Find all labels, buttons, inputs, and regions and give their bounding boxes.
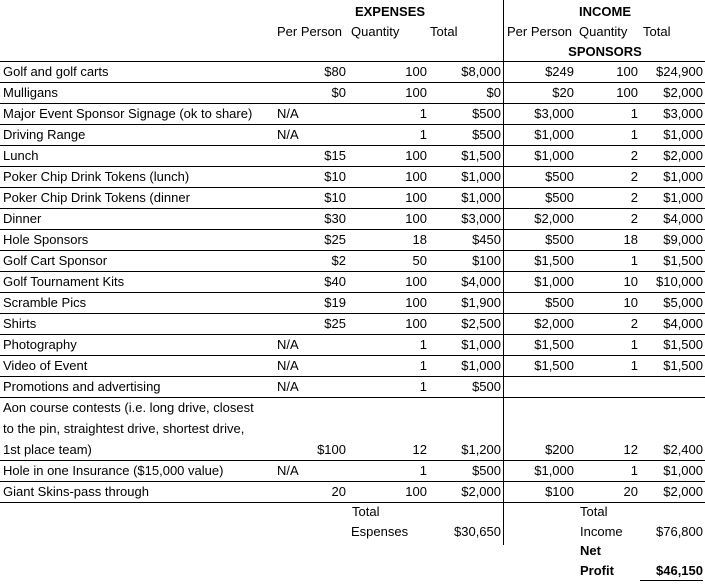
- row-income-quantity: 1: [630, 127, 638, 142]
- row-na: N/A: [277, 379, 299, 394]
- gridline: [0, 145, 705, 146]
- row-per-person: $0: [331, 85, 346, 100]
- gridline: [0, 292, 705, 293]
- row-quantity: 1: [419, 337, 427, 352]
- total-income-value: $76,800: [656, 524, 703, 539]
- gridline: [0, 397, 705, 398]
- row-label: Hole in one Insurance ($15,000 value): [3, 463, 224, 478]
- expenses-label: Espenses: [351, 524, 409, 539]
- row-quantity: 100: [405, 64, 427, 79]
- row-income-total: $1,500: [663, 253, 703, 268]
- row-label: Golf and golf carts: [3, 64, 109, 79]
- exp-per-person-header: Per Person: [277, 24, 343, 39]
- row-total: $0: [486, 85, 501, 100]
- inc-per-person-header: Per Person: [507, 24, 573, 39]
- row-per-person: $80: [324, 64, 346, 79]
- row-quantity: 1: [419, 358, 427, 373]
- gridline: [0, 376, 705, 377]
- row-per-person: $40: [324, 274, 346, 289]
- row-total: $500: [472, 379, 501, 394]
- row-label: Video of Event: [3, 358, 88, 373]
- row-per-person: $25: [324, 232, 346, 247]
- gridline: [0, 124, 705, 125]
- exp-total-header: Total: [430, 24, 458, 39]
- row-income-per-person: $1,000: [534, 127, 574, 142]
- row-total: $500: [472, 127, 501, 142]
- row-income-quantity: 100: [616, 64, 638, 79]
- row-per-person: $19: [324, 295, 346, 310]
- gridline: [0, 481, 705, 482]
- row-total: $1,000: [461, 337, 501, 352]
- row-label: Scramble Pics: [3, 295, 87, 310]
- gridline: [0, 82, 705, 83]
- row-income-quantity: 1: [630, 358, 638, 373]
- gridline: [0, 502, 705, 503]
- row-label: Driving Range: [3, 127, 86, 142]
- row-quantity: 1: [419, 127, 427, 142]
- row-per-person: $10: [324, 190, 346, 205]
- row-income-per-person: $200: [545, 442, 574, 457]
- row-per-person: $15: [324, 148, 346, 163]
- gridline: [0, 250, 705, 251]
- row-per-person: $2: [331, 253, 346, 268]
- row-income-per-person: $20: [552, 85, 574, 100]
- row-label: Shirts: [3, 316, 37, 331]
- row-income-per-person: $249: [545, 64, 574, 79]
- row-total: $450: [472, 232, 501, 247]
- row-income-total: $4,000: [663, 211, 703, 226]
- row-income-total: $3,000: [663, 106, 703, 121]
- row-per-person: $100: [317, 442, 346, 457]
- profit-label: Profit: [580, 563, 614, 578]
- row-label: Golf Tournament Kits: [3, 274, 125, 289]
- profit-underline: [640, 580, 703, 581]
- row-label: 1st place team): [3, 442, 92, 457]
- row-quantity: 50: [412, 253, 427, 268]
- row-income-quantity: 2: [630, 211, 638, 226]
- row-total: $500: [472, 106, 501, 121]
- row-income-total: $24,900: [656, 64, 703, 79]
- row-income-quantity: 1: [630, 253, 638, 268]
- row-quantity: 100: [405, 169, 427, 184]
- total-income-label: Total: [580, 504, 608, 519]
- gridline: [0, 460, 705, 461]
- row-quantity: 100: [405, 190, 427, 205]
- row-income-total: $4,000: [663, 316, 703, 331]
- row-quantity: 100: [405, 85, 427, 100]
- row-income-total: $9,000: [663, 232, 703, 247]
- row-total: $4,000: [461, 274, 501, 289]
- row-na: N/A: [277, 463, 299, 478]
- gridline: [0, 166, 705, 167]
- row-label: Promotions and advertising: [3, 379, 161, 394]
- row-income-quantity: 1: [630, 337, 638, 352]
- total-expenses-label: Total: [352, 504, 380, 519]
- row-label: Aon course contests (i.e. long drive, closest: [3, 400, 254, 415]
- row-income-total: $1,000: [663, 190, 703, 205]
- income-header: INCOME: [579, 4, 631, 19]
- row-income-per-person: $1,500: [534, 358, 574, 373]
- row-income-per-person: $3,000: [534, 106, 574, 121]
- row-income-total: $1,000: [663, 463, 703, 478]
- row-quantity: 100: [405, 148, 427, 163]
- row-total: $1,900: [461, 295, 501, 310]
- gridline: [0, 271, 705, 272]
- row-total: $2,000: [461, 484, 501, 499]
- row-total: $500: [472, 463, 501, 478]
- row-income-per-person: $1,500: [534, 337, 574, 352]
- row-income-total: $2,000: [663, 484, 703, 499]
- row-total: $1,200: [461, 442, 501, 457]
- expenses-header: EXPENSES: [354, 4, 426, 19]
- gridline: [0, 103, 705, 104]
- row-label: Hole Sponsors: [3, 232, 89, 247]
- row-total: $8,000: [461, 64, 501, 79]
- row-income-quantity: 18: [623, 232, 638, 247]
- row-income-quantity: 10: [623, 295, 638, 310]
- row-income-per-person: $500: [545, 295, 574, 310]
- row-income-per-person: $500: [545, 232, 574, 247]
- row-income-quantity: 20: [623, 484, 638, 499]
- row-total: $1,000: [461, 190, 501, 205]
- gridline: [0, 61, 705, 62]
- row-income-per-person: $1,000: [534, 463, 574, 478]
- row-label: Lunch: [3, 148, 39, 163]
- row-income-quantity: 10: [623, 274, 638, 289]
- row-total: $3,000: [461, 211, 501, 226]
- row-na: N/A: [277, 106, 299, 121]
- row-quantity: 1: [419, 106, 427, 121]
- row-quantity: 18: [412, 232, 427, 247]
- row-label: Mulligans: [3, 85, 58, 100]
- row-label: Giant Skins-pass through: [3, 484, 149, 499]
- sponsors-header: SPONSORS: [568, 44, 642, 59]
- row-income-per-person: $1,000: [534, 274, 574, 289]
- row-quantity: 100: [405, 316, 427, 331]
- row-quantity: 1: [419, 379, 427, 394]
- row-label: Poker Chip Drink Tokens (lunch): [3, 169, 190, 184]
- row-na: N/A: [277, 337, 299, 352]
- row-label: Poker Chip Drink Tokens (dinner: [3, 190, 190, 205]
- row-total: $1,500: [461, 148, 501, 163]
- row-income-total: $2,000: [663, 148, 703, 163]
- row-income-total: $1,500: [663, 337, 703, 352]
- gridline: [0, 187, 705, 188]
- row-income-quantity: 100: [616, 85, 638, 100]
- row-income-per-person: $2,000: [534, 211, 574, 226]
- row-label: Golf Cart Sponsor: [3, 253, 108, 268]
- row-income-quantity: 2: [630, 316, 638, 331]
- row-total: $1,000: [461, 169, 501, 184]
- gridline: [0, 208, 705, 209]
- row-quantity: 12: [412, 442, 427, 457]
- row-income-total: $1,000: [663, 169, 703, 184]
- row-total: $1,000: [461, 358, 501, 373]
- row-total: $100: [472, 253, 501, 268]
- row-income-per-person: $1,000: [534, 148, 574, 163]
- row-income-total: $1,000: [663, 127, 703, 142]
- row-quantity: 100: [405, 484, 427, 499]
- row-income-total: $1,500: [663, 358, 703, 373]
- row-per-person: $25: [324, 316, 346, 331]
- gridline: [0, 355, 705, 356]
- row-per-person: $30: [324, 211, 346, 226]
- row-income-total: $10,000: [656, 274, 703, 289]
- row-income-total: $2,400: [663, 442, 703, 457]
- row-income-quantity: 1: [630, 463, 638, 478]
- row-quantity: 1: [419, 463, 427, 478]
- row-label: Major Event Sponsor Signage (ok to share): [3, 106, 253, 121]
- row-label: Photography: [3, 337, 77, 352]
- income-label: Income: [580, 524, 623, 539]
- row-quantity: 100: [405, 211, 427, 226]
- row-per-person: 20: [331, 484, 346, 499]
- row-label: Dinner: [3, 211, 42, 226]
- row-per-person: $10: [324, 169, 346, 184]
- row-income-per-person: $500: [545, 169, 574, 184]
- row-income-per-person: $2,000: [534, 316, 574, 331]
- row-na: N/A: [277, 127, 299, 142]
- section-divider: [503, 0, 504, 545]
- row-income-quantity: 2: [630, 148, 638, 163]
- row-income-quantity: 2: [630, 169, 638, 184]
- row-quantity: 100: [405, 274, 427, 289]
- exp-quantity-header: Quantity: [351, 24, 400, 39]
- row-quantity: 100: [405, 295, 427, 310]
- gridline: [0, 334, 705, 335]
- row-income-per-person: $500: [545, 190, 574, 205]
- inc-total-header: Total: [643, 24, 671, 39]
- gridline: [0, 313, 705, 314]
- row-income-quantity: 1: [630, 106, 638, 121]
- row-income-total: $5,000: [663, 295, 703, 310]
- row-income-per-person: $100: [545, 484, 574, 499]
- net-label: Net: [580, 543, 601, 558]
- row-income-quantity: 12: [623, 442, 638, 457]
- gridline: [0, 229, 705, 230]
- row-label: to the pin, straightest drive, shortest drive,: [3, 421, 245, 436]
- row-na: N/A: [277, 358, 299, 373]
- row-total: $2,500: [461, 316, 501, 331]
- row-income-per-person: $1,500: [534, 253, 574, 268]
- row-income-total: $2,000: [663, 85, 703, 100]
- row-income-quantity: 2: [630, 190, 638, 205]
- net-profit-value: $46,150: [656, 563, 703, 578]
- total-expenses-value: $30,650: [454, 524, 501, 539]
- inc-quantity-header: Quantity: [579, 24, 628, 39]
